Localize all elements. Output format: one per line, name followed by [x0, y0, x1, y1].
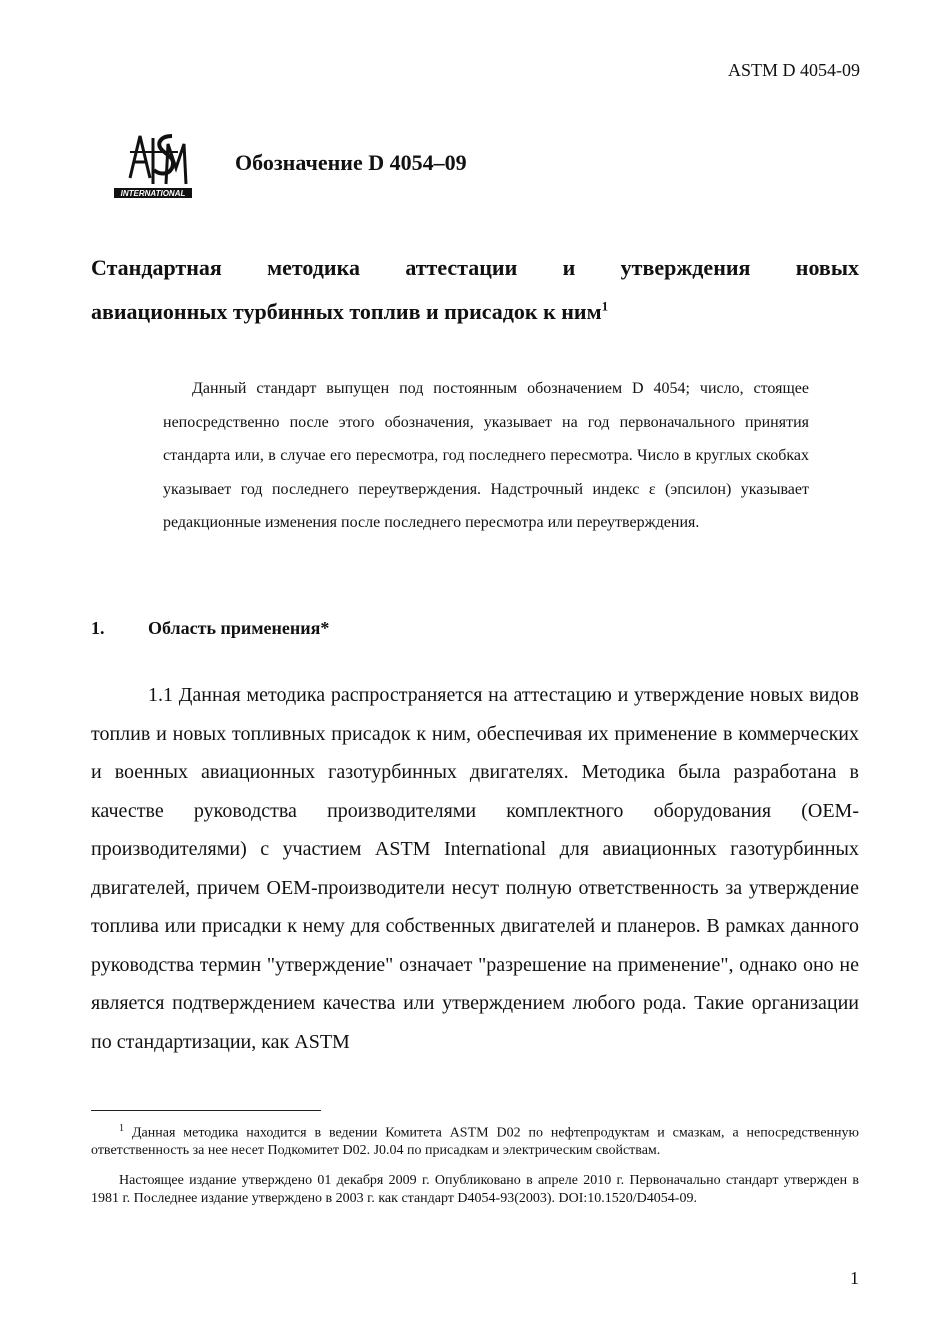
- footnote-divider: [91, 1110, 321, 1111]
- astm-international-logo: [110, 128, 196, 200]
- title-footnote-mark: 1: [601, 298, 609, 314]
- standard-title-line-1: Стандартная методика аттестации и утверждения новых: [91, 255, 859, 280]
- page-number: 1: [850, 1268, 859, 1288]
- footnote-2: Настоящее издание утверждено 01 декабря 2009 г. Опубликовано в апреле 2010 г. Первоначально стандарт утвержден в 1981 г. Последнее издание утверждено в 2003 г. как стандарт D4054-93(2003). DOI:10.1520/D4054-09.: [91, 1173, 859, 1206]
- footnote-1-text: Данная методика находится в ведении Комитета ASTM D02 по нефтепродуктам и смазкам, а непосредственную ответственность за нее несет Подкомитет D02. J0.04 по присадкам и электрическим свойствам.: [91, 1125, 859, 1159]
- preface-note: Данный стандарт выпущен под постоянным обозначением D 4054; число, стоящее непосредственно после этого обозначения, указывает на год первоначального принятия стандарта или, в случае его пересмотра, год последнего пересмотра. Число в круглых скобках указывает год последнего переутверждения. Надстрочный индекс ε (эпсилон) указывает редакционные изменения после последнего пересмотра или переутверждения.: [163, 380, 809, 531]
- footnote-1: [91, 1120, 859, 1160]
- standard-title-line-2-text: авиационных турбинных топлив и присадок к ним: [91, 299, 602, 324]
- svg-text:INTERNATIONAL: INTERNATIONAL: [120, 189, 186, 198]
- section-title: Область применения*: [148, 618, 330, 638]
- paragraph-1-1: 1.1 Данная методика распространяется на аттестацию и утверждение новых видов топлив и новых топливных присадок к ним, обеспечивая их применение в коммерческих и военных авиационных газотурбинных двигателях. Методика была разработана в качестве руководства производителями комплектного оборудования (OEM-производителями) с участием ASTM International для авиационных газотурбинных двигателей, причем OEM-производители несут полную ответственность за утверждение топлива или присадки к нему для собственных двигателей и планеров. В рамках данного руководства термин "утверждение" означает "разрешение на применение", однако оно не является подтверждением качества или утверждением любого рода. Такие организации по стандартизации, как ASTM: [91, 684, 859, 1053]
- section-number: 1.: [91, 618, 105, 638]
- footnote-1-mark: 1: [119, 1123, 124, 1134]
- document-code-header: ASTM D 4054-09: [727, 60, 860, 80]
- standard-title-line-2: [91, 294, 859, 330]
- standard-designation: Обозначение D 4054–09: [235, 150, 467, 175]
